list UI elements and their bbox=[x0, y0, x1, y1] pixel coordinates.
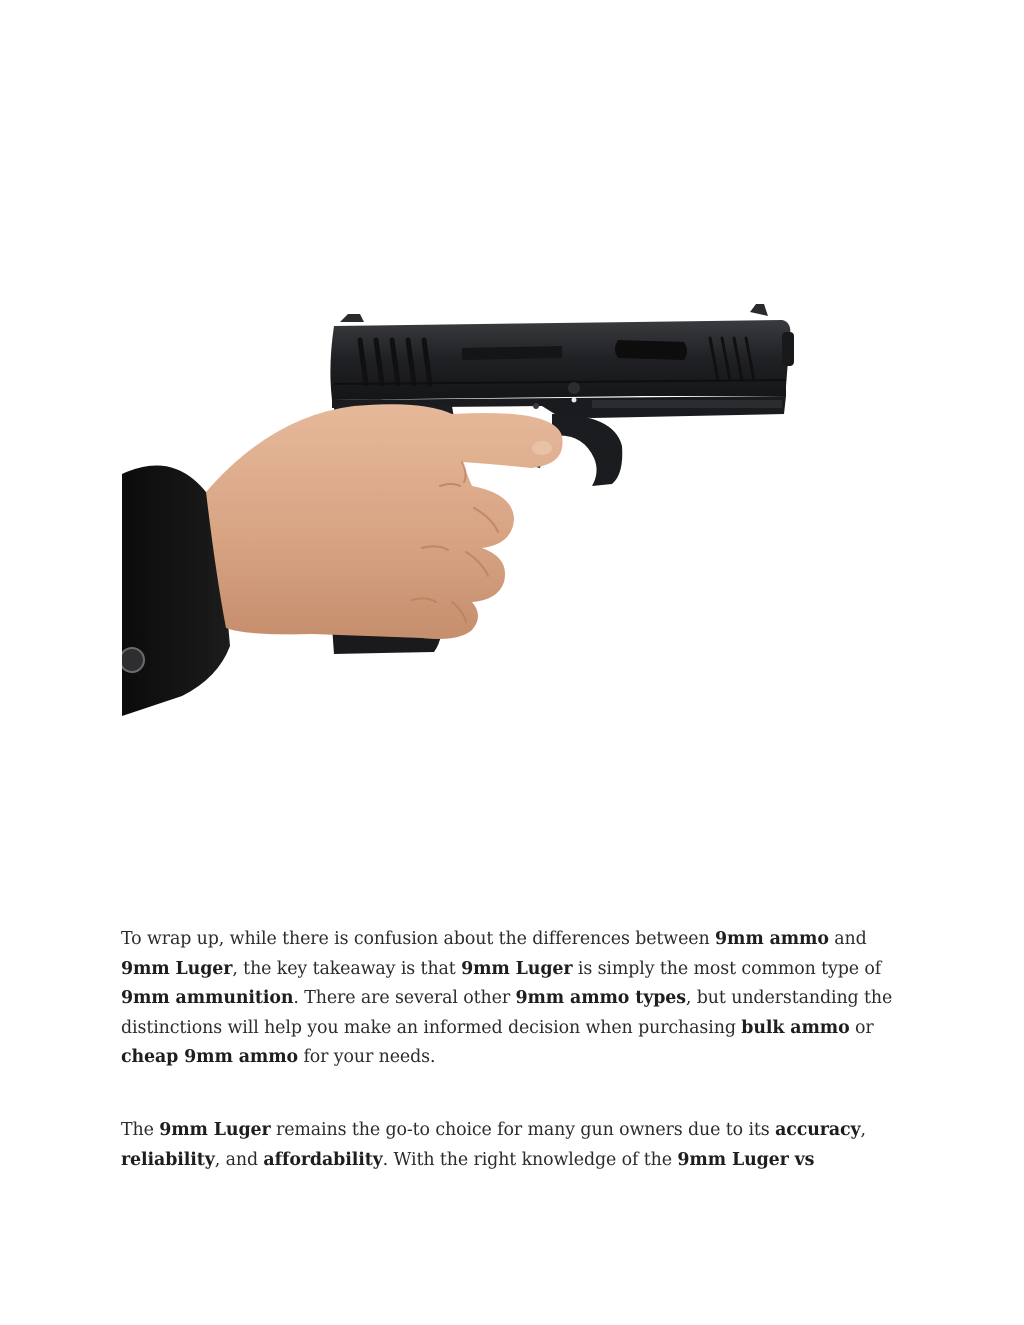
body-text: , but understanding the distinctions will help you make an informed decision when purchasing bbox=[121, 988, 893, 1038]
keyword-text: 9mm Luger vs bbox=[677, 1149, 815, 1170]
body-text: . With the right knowledge of the bbox=[382, 1149, 678, 1170]
keyword-text: bulk ammo bbox=[741, 1017, 850, 1038]
body-text: and bbox=[828, 929, 867, 949]
body-text: , and bbox=[214, 1149, 264, 1170]
body-text: The bbox=[121, 1120, 160, 1140]
keyword-text: reliability bbox=[121, 1149, 215, 1170]
front-sight bbox=[750, 304, 768, 316]
pistol-in-hand-illustration bbox=[122, 296, 822, 722]
hand bbox=[206, 404, 563, 639]
keyword-text: 9mm ammo types bbox=[515, 988, 686, 1008]
body-text: is simply the most common type of bbox=[572, 958, 882, 979]
keyword-text: affordability bbox=[263, 1149, 383, 1170]
conclusion-paragraph bbox=[121, 1116, 911, 1175]
keyword-text: 9mm Luger bbox=[159, 1120, 271, 1140]
body-text: or bbox=[849, 1017, 874, 1038]
body-text: To wrap up, while there is confusion about the differences between bbox=[121, 929, 716, 949]
ejection-port bbox=[615, 340, 687, 360]
rear-sight bbox=[340, 314, 364, 322]
body-text: for your needs. bbox=[298, 1047, 436, 1067]
cufflink bbox=[122, 648, 144, 672]
keyword-text: 9mm ammunition bbox=[121, 988, 294, 1008]
body-text: remains the go-to choice for many gun owners due to its bbox=[270, 1120, 776, 1140]
keyword-text: 9mm Luger bbox=[121, 958, 233, 979]
body-text: , bbox=[860, 1120, 866, 1140]
keyword-text: 9mm ammo bbox=[715, 929, 829, 949]
article-photo-pistol-in-hand bbox=[122, 296, 822, 722]
trigger-guard bbox=[552, 414, 622, 486]
body-text: . There are several other bbox=[293, 988, 516, 1008]
pistol-slide bbox=[330, 320, 790, 400]
keyword-text: cheap 9mm ammo bbox=[121, 1047, 299, 1067]
keyword-text: 9mm Luger bbox=[461, 958, 573, 979]
keyword-text: accuracy bbox=[775, 1120, 861, 1140]
summary-paragraph bbox=[121, 925, 911, 1073]
body-text: , the key takeaway is that bbox=[232, 958, 462, 979]
